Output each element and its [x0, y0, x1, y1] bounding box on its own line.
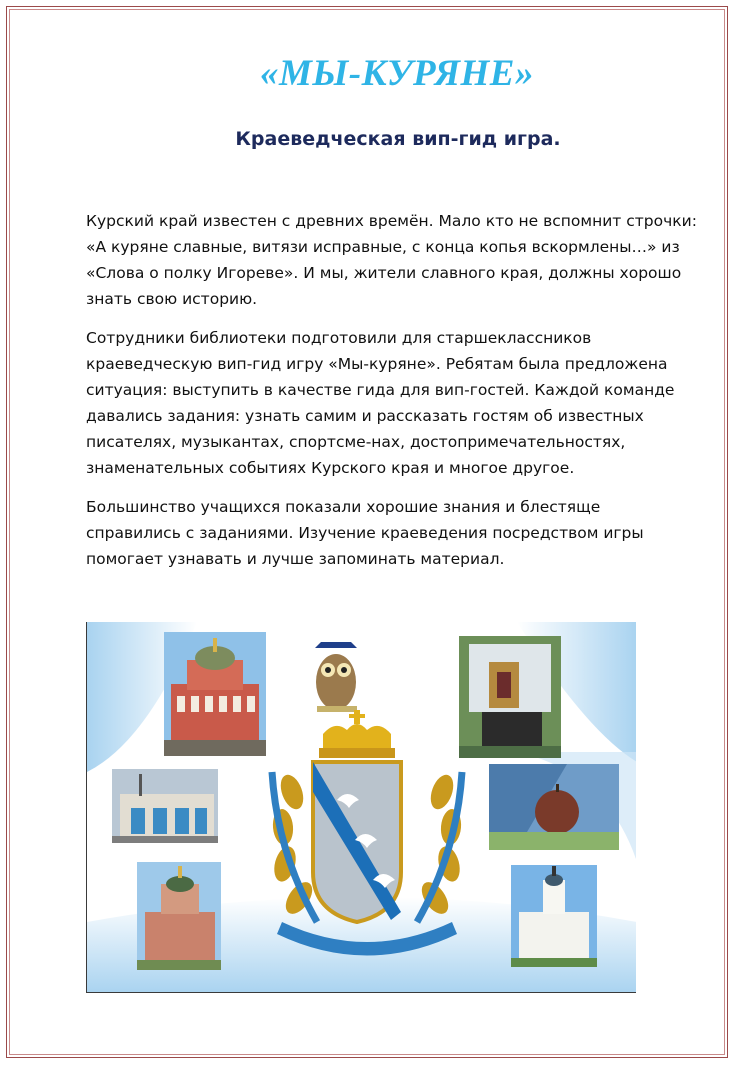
page-title: «МЫ-КУРЯНЕ» — [260, 53, 534, 94]
apple-sculpture-photo — [489, 764, 619, 850]
paragraph-2: Сотрудники библиотеки подготовили для старшеклассников краеведческую вип-гид игру «Мы-куряне». Ребятам была предложена ситуация: выступить в качестве гида для вип-гостей. Каждой команде давались задания: узнать самим и рассказать гостям об известных писателях, музыкантах, спортсме-нах, достопримечательностях, знаменательных событиях Курского края и многое другое. — [86, 329, 675, 477]
owl-emblem — [294, 632, 374, 716]
page-subtitle: Краеведческая вип-гид игра. — [235, 128, 561, 150]
article-body — [86, 208, 698, 585]
cathedral-photo — [164, 632, 266, 756]
theater-photo — [112, 769, 218, 843]
white-church-photo — [511, 865, 597, 967]
chapel-photo — [459, 636, 561, 758]
church-photo — [137, 862, 221, 970]
paragraph-3: Большинство учащихся показали хорошие знания и блестяще справились с заданиями. Изучение краеведения посредством игры помогает узнавать и лучше запоминать материал. — [86, 498, 644, 568]
photo-collage — [86, 622, 636, 993]
paragraph-1: Курский край известен с древних времён. Мало кто не вспомнит строчки: «А куряне славные, витязи исправные, с конца копья вскормлены…» из «Слова о полку Игореве». И мы, жители славного края, должны хорошо знать свою историю. — [86, 212, 697, 308]
